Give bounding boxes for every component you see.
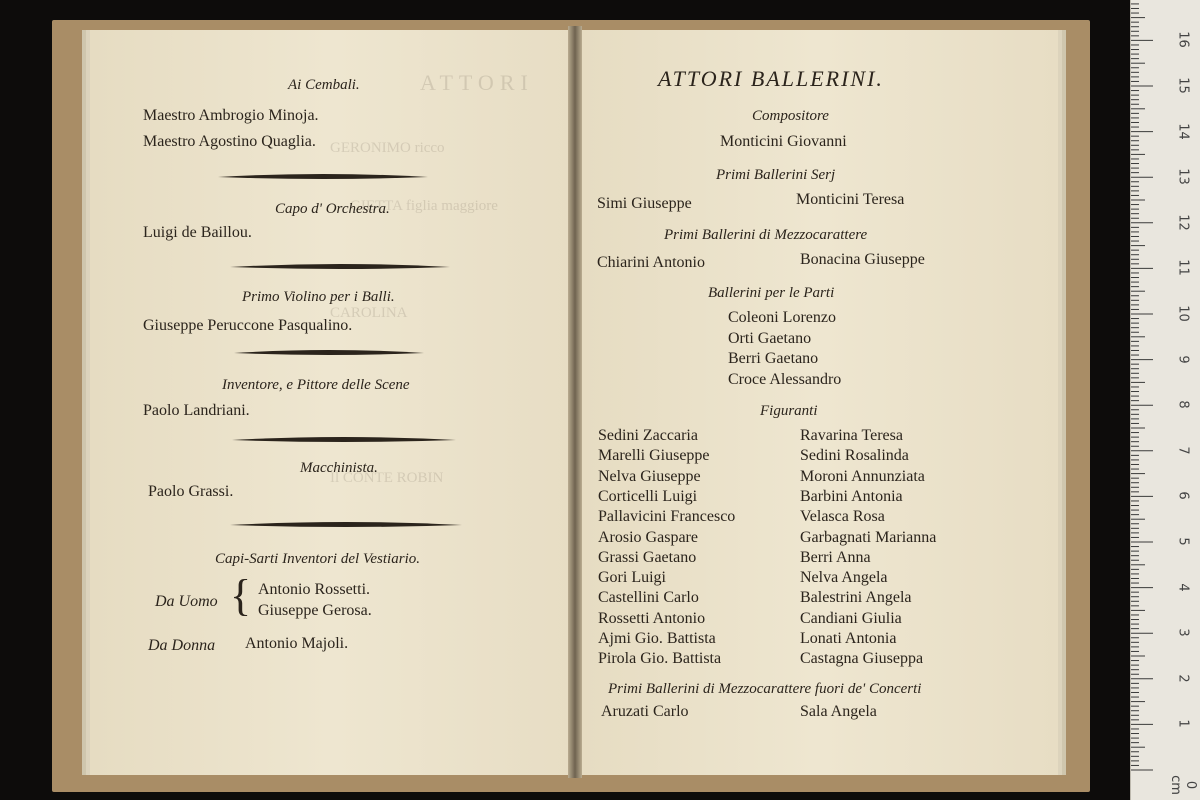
ruler-number: 6 (1175, 491, 1191, 501)
ruler-number: 11 (1175, 259, 1191, 277)
ruler-number: 1 (1175, 719, 1191, 729)
parti-name: Croce Alessandro (728, 371, 842, 388)
brace-glyph: { (230, 571, 252, 620)
ruler-number: 15 (1175, 77, 1191, 94)
donna-name: Antonio Majoli. (245, 635, 349, 652)
ruler-number: 2 (1175, 674, 1191, 683)
page-title: ATTORI BALLERINI. (658, 66, 884, 91)
ruler-zero-label: 0 cm (1168, 775, 1198, 795)
primo-violino-name: Giuseppe Peruccone Pasqualino. (143, 317, 353, 334)
show-through-text: GERONIMO ricco (330, 140, 445, 156)
figurante-name: Candiani Giulia (800, 609, 902, 627)
primi-seri-left: Simi Giuseppe (597, 195, 692, 212)
cembali-name: Maestro Agostino Quaglia. (143, 133, 316, 150)
ruler-number: 8 (1175, 400, 1191, 409)
figurante-name: Castellini Carlo (598, 589, 699, 607)
ornamental-rule (234, 348, 424, 356)
figurante-name: Lonati Antonia (800, 630, 897, 647)
uomo-name: Giuseppe Gerosa. (258, 602, 372, 619)
show-through-text: CAROLINA (330, 305, 408, 321)
ruler-number: 10 (1175, 305, 1191, 322)
figurante-name: Arosio Gaspare (598, 528, 698, 546)
ruler-number: 4 (1175, 582, 1191, 592)
figurante-name: Sedini Zaccaria (598, 427, 698, 444)
capo-name: Luigi de Baillou. (143, 224, 252, 241)
figurante-name: Pirola Gio. Battista (598, 650, 722, 668)
ornamental-rule (230, 520, 462, 528)
figurante-name: Corticelli Luigi (598, 487, 698, 505)
capo-heading: Capo d' Orchestra. (275, 201, 390, 217)
uomo-name: Antonio Rossetti. (258, 581, 371, 598)
inventore-name: Paolo Landriani. (143, 402, 250, 419)
primi-mezzo-right: Bonacina Giuseppe (800, 251, 925, 268)
da-uomo-label: Da Uomo (155, 593, 218, 610)
compositore-name: Monticini Giovanni (720, 133, 847, 150)
figurante-name: Garbagnati Marianna (800, 528, 937, 546)
primi-mezzo-heading: Primi Ballerini di Mezzocarattere (664, 227, 868, 243)
capi-sarti-heading: Capi-Sarti Inventori del Vestiario. (215, 551, 420, 567)
figurante-name: Castagna Giuseppa (800, 650, 924, 668)
figurante-name: Barbini Antonia (800, 487, 903, 505)
inventore-heading: Inventore, e Pittore delle Scene (222, 377, 410, 393)
fuori-left: Aruzati Carlo (601, 703, 689, 720)
figurante-name: Marelli Giuseppe (598, 447, 710, 465)
figurante-name: Nelva Giuseppe (598, 467, 701, 485)
macchinista-heading: Macchinista. (300, 460, 378, 476)
primi-seri-right: Monticini Teresa (796, 191, 905, 208)
figurante-name: Moroni Annunziata (800, 467, 925, 485)
ruler-number: 3 (1175, 628, 1191, 637)
figurante-name: Nelva Angela (800, 569, 888, 587)
ruler-number: 7 (1175, 446, 1191, 455)
ruler-number: 9 (1175, 354, 1191, 364)
ruler-number: 16 (1175, 31, 1191, 49)
show-through-text: ATTORI (420, 70, 534, 95)
book-gutter (568, 26, 582, 778)
parti-name: Orti Gaetano (728, 330, 812, 347)
parti-heading: Ballerini per le Parti (708, 285, 835, 301)
fuori-right: Sala Angela (800, 703, 877, 720)
parti-name: Coleoni Lorenzo (728, 309, 836, 326)
da-donna-label: Da Donna (148, 637, 216, 654)
ruler-number: 13 (1175, 168, 1191, 185)
figuranti-heading: Figuranti (760, 403, 818, 419)
figurante-name: Velasca Rosa (800, 508, 885, 526)
show-through-text: Il CONTE ROBIN (330, 470, 444, 486)
show-through-text: GIETTA figlia maggiore (350, 198, 498, 214)
figurante-name: Ravarina Teresa (800, 427, 903, 444)
cembali-name: Maestro Ambrogio Minoja. (143, 107, 319, 124)
cembali-heading: Ai Cembali. (288, 77, 360, 93)
figurante-name: Ajmi Gio. Battista (598, 630, 716, 647)
figurante-name: Gori Luigi (598, 569, 666, 587)
primo-violino-heading: Primo Violino per i Balli. (242, 289, 395, 305)
parti-name: Berri Gaetano (728, 350, 819, 367)
ruler-number: 5 (1175, 537, 1191, 546)
figurante-name: Pallavicini Francesco (598, 508, 736, 526)
fuori-heading: Primi Ballerini di Mezzocarattere fuori de' Concerti (608, 681, 922, 697)
primi-seri-heading: Primi Ballerini Serj (716, 167, 836, 183)
measuring-ruler (1130, 0, 1200, 800)
compositore-heading: Compositore (752, 108, 829, 124)
figurante-name: Sedini Rosalinda (800, 447, 909, 465)
ornamental-rule (218, 172, 428, 180)
figurante-name: Balestrini Angela (800, 589, 912, 607)
ornamental-rule (230, 262, 450, 270)
ornamental-rule (232, 435, 456, 443)
figurante-name: Grassi Gaetano (598, 548, 697, 566)
ruler-number: 14 (1175, 122, 1191, 140)
figurante-name: Berri Anna (800, 548, 871, 566)
primi-mezzo-left: Chiarini Antonio (597, 254, 705, 271)
figurante-name: Rossetti Antonio (598, 609, 706, 627)
ruler-number: 12 (1175, 214, 1191, 231)
macchinista-name: Paolo Grassi. (148, 483, 234, 500)
